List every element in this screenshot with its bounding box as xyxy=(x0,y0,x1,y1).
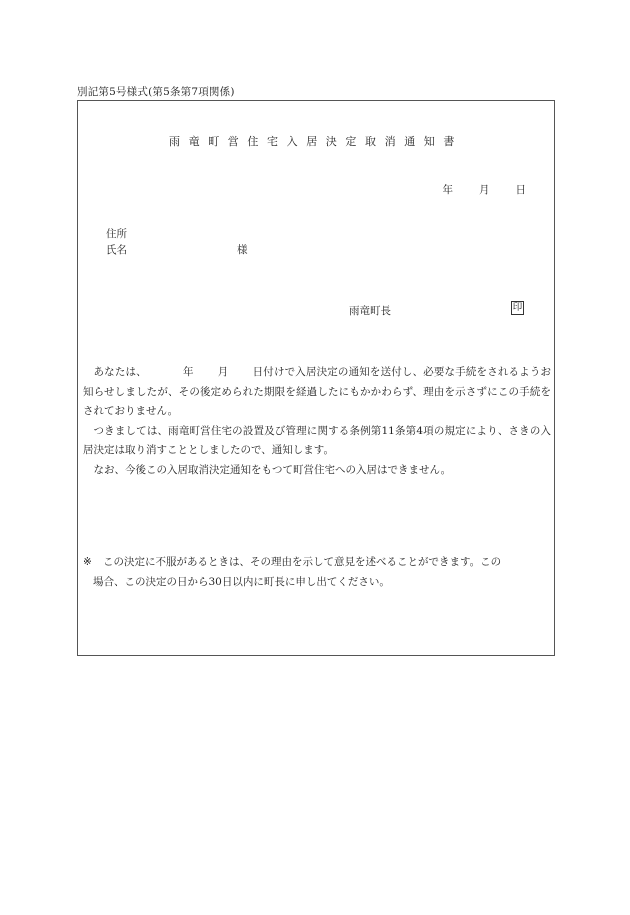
name-label: 氏名 xyxy=(106,244,127,256)
notice-body xyxy=(83,363,551,480)
day-unit: 日 xyxy=(515,184,526,196)
seal-mark: 印 xyxy=(512,302,523,313)
body-paragraph-3: なお、今後この入居取消決定通知をもつて町営住宅への入居はできません。 xyxy=(93,463,452,476)
sender-title: 雨竜町長 xyxy=(349,305,391,317)
honorific: 様 xyxy=(237,244,248,256)
month-unit: 月 xyxy=(479,184,490,196)
body-paragraph-1: あなたは、 年 月 日付けで入居決定の通知を送付し、必要な手続をされるようお知らせしましたが、その後定められた期限を経過したにもかかわらず、理由を示さずにこの手続をされておりません。 xyxy=(83,366,552,417)
document-title: 雨竜町営住宅入居決定取消通知書 xyxy=(169,135,463,148)
year-unit: 年 xyxy=(442,184,453,196)
note-mark: ※ xyxy=(83,556,92,568)
note-line-1: ※ この決定に不服があるときは、その理由を示して意見を述べることができます。この xyxy=(83,553,551,573)
appeal-note xyxy=(83,553,551,592)
notice-frame xyxy=(77,100,555,656)
note-line-2: 場合、この決定の日から30日以内に町長に申し出てください。 xyxy=(93,575,390,588)
form-label: 別記第5号様式(第5条第7項関係) xyxy=(77,86,235,98)
date-row xyxy=(417,182,527,197)
body-paragraph-2: つきましては、雨竜町営住宅の設置及び管理に関する条例第11条第4項の規定により、さきの入居決定は取り消すこととしましたので、通知します。 xyxy=(83,424,551,456)
address-label: 住所 xyxy=(106,228,127,240)
